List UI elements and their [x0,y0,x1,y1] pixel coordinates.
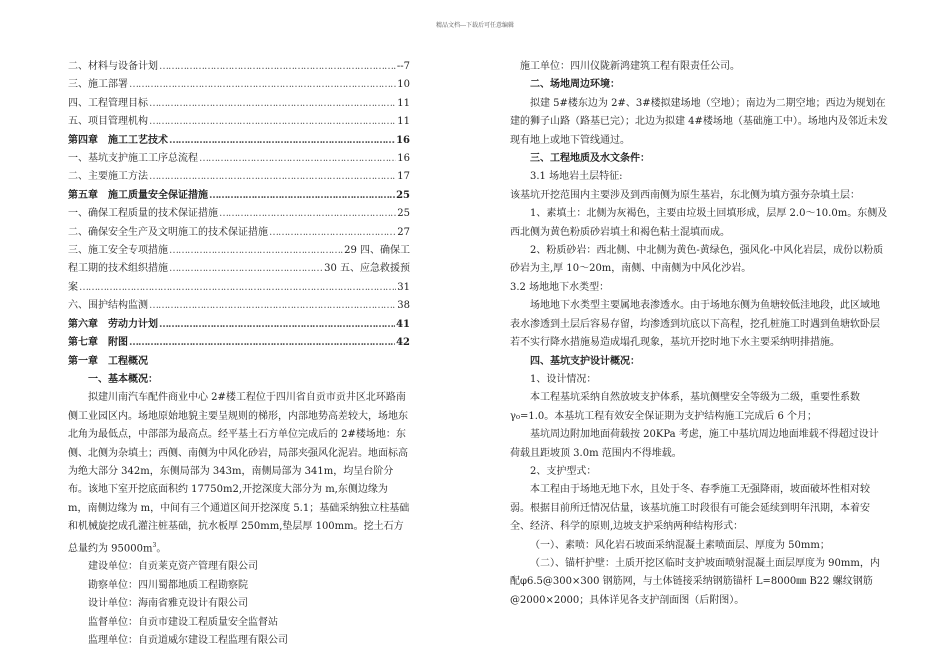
toc-entry-page: 42 [396,337,410,349]
toc-entry-title: 案 [68,281,78,293]
toc-entry-page: 41 [396,318,410,330]
toc-entry-page: 29 四、确保工 [344,245,410,257]
toc-entry-title: 一、基坑支护施工工序总流程 [68,153,198,165]
basic-overview-paragraph: 拟建川南汽车配件商业中心 2#楼工程位于四川省自贡市贡井区北环路南侧工业园区内。场地原始地貌主要呈规则的梯形，内部地势高差较大，场地东北角为最低点，中部部为最高点。经平基土石方单位完成后的 2#楼场地：东侧、北侧为杂填土；西侧、南侧为中风化砂岩，局部夹强风化泥岩。地面标高为绝大部分 342m，东侧局部为 343m，南侧局部为 341m，均呈台阶分布。该地下室开挖底面积约 17750m2,开挖深度大部分为 m,东侧边缘为 m，南侧边缘为 m，中间有三个通道区间开挖深度 5.1；基础采纳独立柱基础和机械旋挖成孔灌注桩基础，抗水板厚 250mm,垫层厚 100mm。挖土石方总量约为 $95000m^3$。 [68,392,410,554]
subsection-soil-layers: 3.1 场地岩土层特征: [530,171,623,183]
soil-item-sandstone: 2、粉质砂岩：西北侧、中北侧为黄色-黄绿色，强风化-中风化岩层，成份以粉质砂岩为主,厚 10～20m，南侧、中南侧为中风化沙岩。 [510,245,884,275]
toc-entry-title: 一、确保工程质量的技术保证措施 [68,208,218,220]
toc-entry [68,132,410,150]
toc-entry [68,205,410,223]
unit-survey: 勘察单位：四川蜀都地质工程勘察院 [88,579,248,591]
toc-entry-page: 11 [397,116,410,128]
subsection-support-type: 2、支护型式： [530,465,597,477]
toc-entry [68,58,410,76]
chapter-title: 第一章 工程概况 [68,355,148,367]
toc-entry [68,168,410,186]
toc-leader-dots [219,205,396,223]
groundwater-paragraph: 场地地下水类型主要属地表渗透水。由于场地东侧为鱼塘较低洼地段，此区域地表水渗透到土层后容易存留，均渗透到坑底以下高程，挖孔桩施工时遇到鱼塘软卧层若不实行降水措施易造成塌孔现象，基坑开挖时地下水主要采纳明排措施。 [510,300,880,349]
toc-entry-title: 二、材料与设备计划 [68,61,158,72]
toc-entry-page: 31 [397,281,410,293]
toc-entry [68,260,410,278]
toc-leader-dots [209,187,395,205]
toc-entry-title: 三、施工部署 [68,79,128,91]
toc-entry [68,95,410,113]
support-type-a: （一）、素喷：风化岩石坡面采纳混凝土素喷面层、厚度为 50mm； [530,539,830,551]
subsection-design-status: 1、设计情况： [530,373,597,385]
subsection-groundwater: 3.2 场地地下水类型： [510,281,610,293]
section-title-geology: 三、工程地质及水文条件： [530,153,650,165]
toc-leader-dots [79,279,396,297]
toc-entry [68,297,410,315]
right-column [510,58,888,610]
toc-entry-title: 第六章 劳动力计划 [68,318,158,330]
toc-entry [68,187,410,205]
toc-leader-dots [169,260,323,278]
toc-leader-dots [169,132,395,150]
toc-entry-title: 第五章 施工质量安全保证措施 [68,189,208,201]
support-type-paragraph: 本工程由于场地无地下水，且处于冬、春季施工无强降雨，坡面破坏性相对较弱。根据目前所迁情况估量，该基坑施工时段很有可能会延续到明年汛期，本着安全、经济、科学的原则,边坡支护采纳两种结构形式： [510,484,870,533]
soil-item-fill: 1、素填土：北侧为灰褐色，主要由垃圾土回填形成，层厚 2.0～10.0m。东侧及西北侧为黄色粉质砂岩填土和褐色粘土混填而成。 [510,208,888,238]
toc-entry-page: 16 [396,134,410,146]
toc-entry [68,316,410,334]
unit-design: 设计单位：海南省雅克设计有限公司 [88,598,248,610]
toc-entry-title: 五、项目管理机构 [68,116,148,128]
toc-leader-dots [269,224,396,242]
toc-entry [68,334,410,352]
toc-leader-dots [149,168,396,186]
section-title-basic: 一、基本概况： [88,373,158,385]
toc-entry-title: 二、主要施工方法 [68,171,148,183]
soil-layers-paragraph: 该基坑开挖范围内主要涉及到西南侧为原生基岩，东北侧为填方强夯杂填土层： [510,189,860,201]
toc-leader-dots [159,58,396,76]
toc-leader-dots [159,316,395,334]
toc-entry-page: 25 [396,189,410,201]
toc-entry [68,113,410,131]
left-column [68,58,410,650]
toc-entry-title: 第四章 施工工艺技术 [68,134,168,146]
toc-entry-title: 三、施工安全专项措施 [68,245,168,257]
unit-inspection: 监理单位：自贡道威尔建设工程监理有限公司 [88,634,288,646]
section-title-support-design: 四、基坑支护设计概况： [530,355,640,367]
toc-entry-title: 二、确保安全生产及文明施工的技术保证措施 [68,226,268,238]
surroundings-paragraph: 拟建 5#楼东边为 2#、3#楼拟建场地（空地）；南边为二期空地；西边为规划在建的狮子山路（路基已完）；北边为拟建 4#楼场地（基础施工中）。场地内及邻近未发现有地上或地下管线通过。 [510,97,888,146]
design-status-paragraph: 本工程基坑采纳自然放坡支护体系，基坑侧壁安全等级为二级，重要性系数 γ₀=1.0。本基坑工程有效安全保证期为支护结构施工完成后 6 个月； [510,392,860,422]
toc-leader-dots [149,95,396,113]
toc-leader-dots [169,242,343,260]
toc-entry [68,279,410,297]
toc-leader-dots [199,150,396,168]
toc-entry-page: 17 [397,171,410,183]
support-type-b: （二）、锚杆护壁：土质开挖区临时支护坡面喷射混凝土面层厚度为 90mm，内配φ6.5@300×300 钢筋网，与土体链接采纳钢筋锚杆 L=8000㎜ B22 螺纹钢筋@2000×2000；具体详见各支护剖面图（后附图）。 [510,557,880,606]
unit-supervision: 监督单位：自贡市建设工程质量安全监督站 [88,616,278,628]
toc-leader-dots [149,113,396,131]
toc-entry-page: 10 [397,79,410,91]
table-of-contents [68,58,410,353]
load-paragraph: 基坑周边附加地面荷载按 20KPa 考虑，施工中基坑周边地面堆载不得超过设计荷载且距坡顶 3.0m 范围内不得堆载。 [510,429,879,459]
toc-entry-title: 四、工程管理目标 [68,97,148,109]
toc-entry [68,76,410,94]
toc-leader-dots [129,334,395,352]
toc-entry-page: 30 五、应急救援预 [324,263,410,275]
toc-entry-title: 第七章 附图 [68,337,128,349]
page-header: 精品文档---下载后可任意编辑 [435,22,515,29]
unit-contractor: 施工单位：四川仪陇新鸿建筑工程有限责任公司。 [520,61,740,72]
toc-entry [68,242,410,260]
toc-entry [68,224,410,242]
toc-entry-page: 38 [397,300,410,312]
section-title-surroundings: 二、场地周边环境： [530,79,620,91]
toc-entry-page: 11 [397,97,410,109]
unit-construction-owner: 建设单位：自贡莱克资产管理有限公司 [88,561,258,573]
toc-entry-page: 27 [397,226,410,238]
toc-leader-dots [129,76,396,94]
toc-entry-page: --7 [396,61,410,72]
toc-entry [68,150,410,168]
toc-entry-title: 程工期的技术组织措施 [68,263,168,275]
toc-entry-page: 25 [397,208,410,220]
toc-entry-title: 六、围护结构监测 [68,300,148,312]
toc-entry-page: 16 [397,153,410,165]
toc-leader-dots [149,297,396,315]
